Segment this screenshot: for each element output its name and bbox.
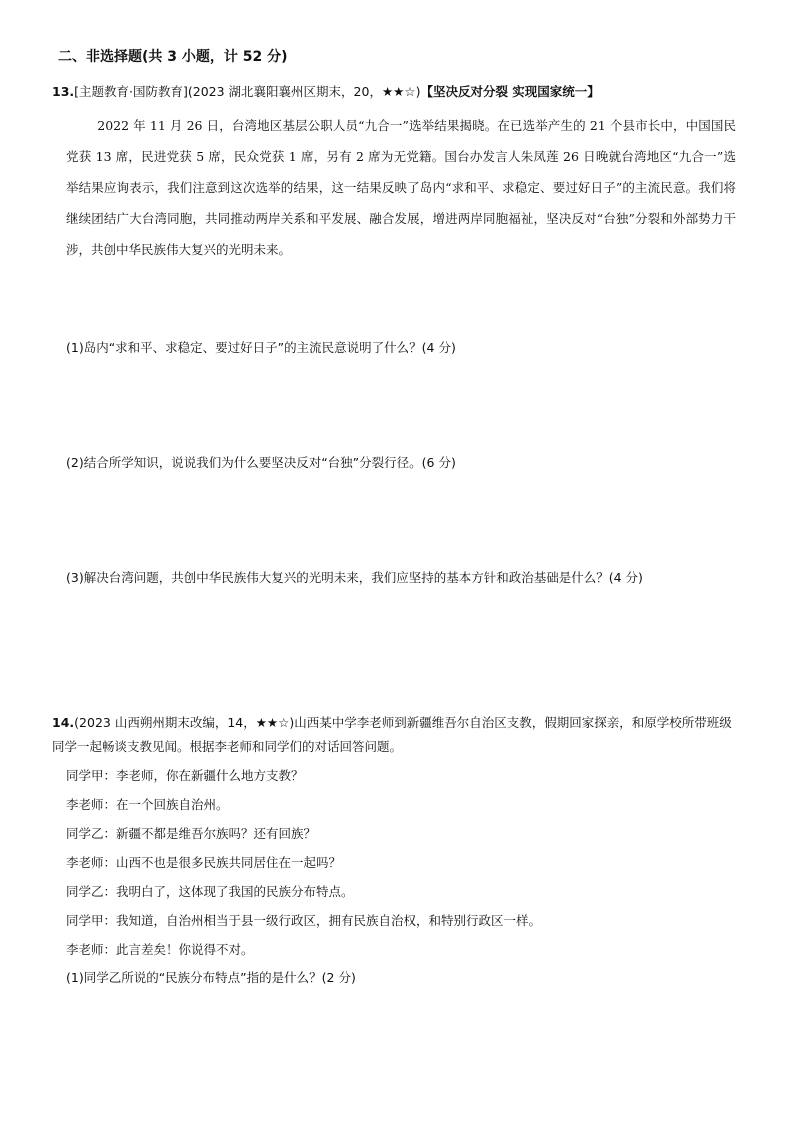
question-13-sub-3: (3)解决台湾问题，共创中华民族伟大复兴的光明未来，我们应坚持的基本方针和政治基础是什么？(4 分) — [66, 570, 643, 585]
question-13-sub-1: (1)岛内“求和平、求稳定、要过好日子”的主流民意说明了什么？(4 分) — [66, 340, 456, 355]
section-title: 二、非选择题(共 3 小题，计 52 分) — [58, 49, 288, 65]
question-14-header — [52, 711, 742, 759]
question-14-number: 14. — [52, 715, 75, 730]
question-14-sub-1: (1)同学乙所说的“民族分布特点”指的是什么？(2 分) — [66, 970, 356, 985]
question-13-topic-tag: 【坚决反对分裂 实现国家统一】 — [420, 84, 600, 99]
dialog-line: 李老师：此言差矣！你说得不对。 — [66, 942, 254, 957]
question-13-number: 13. — [52, 84, 75, 99]
question-14-intro: (2023 山西朔州期末改编，14，★★☆)山西某中学李老师到新疆维吾尔自治区支教，假期回家探亲，和原学校所带班级同学一起畅谈支教见闻。根据李老师和同学们的对话回答问题。 — [52, 715, 732, 754]
question-13-source: [主题教育·国防教育](2023 湖北襄阳襄州区期末，20，★★☆) — [74, 84, 421, 99]
question-13-header — [52, 83, 742, 101]
dialog-line: 李老师：在一个回族自治州。 — [66, 797, 229, 812]
dialog-line: 同学甲：我知道，自治州相当于县一级行政区，拥有民族自治权，和特别行政区一样。 — [66, 913, 542, 928]
dialog-line: 李老师：山西不也是很多民族共同居住在一起吗？ — [66, 855, 342, 870]
dialog-line: 同学甲：李老师，你在新疆什么地方支教？ — [66, 768, 304, 783]
question-13-passage: 2022 年 11 月 26 日，台湾地区基层公职人员“九合一”选举结果揭晓。在已选举产生的 21 个县市长中，中国国民党获 13 席，民进党获 5 席，民众党获 1 席，另有 2 席为无党籍。国台办发言人朱凤莲 26 日晚就台湾地区“九合一”选举结果应询表示，我们注意到这次选举的结果，这一结果反映了岛内“求和平、求稳定、要过好日子”的主流民意。我们将继续团结广大台湾同胞，共同推动两岸关系和平发展、融合发展，增进两岸同胞福祉，坚决反对“台独”分裂和外部势力干涉，共创中华民族伟大复兴的光明未来。 — [66, 118, 736, 257]
question-13-sub-2: (2)结合所学知识，说说我们为什么要坚决反对“台独”分裂行径。(6 分) — [66, 455, 456, 470]
dialog-line: 同学乙：新疆不都是维吾尔族吗？还有回族？ — [66, 826, 317, 841]
dialog-line: 同学乙：我明白了，这体现了我国的民族分布特点。 — [66, 884, 354, 899]
